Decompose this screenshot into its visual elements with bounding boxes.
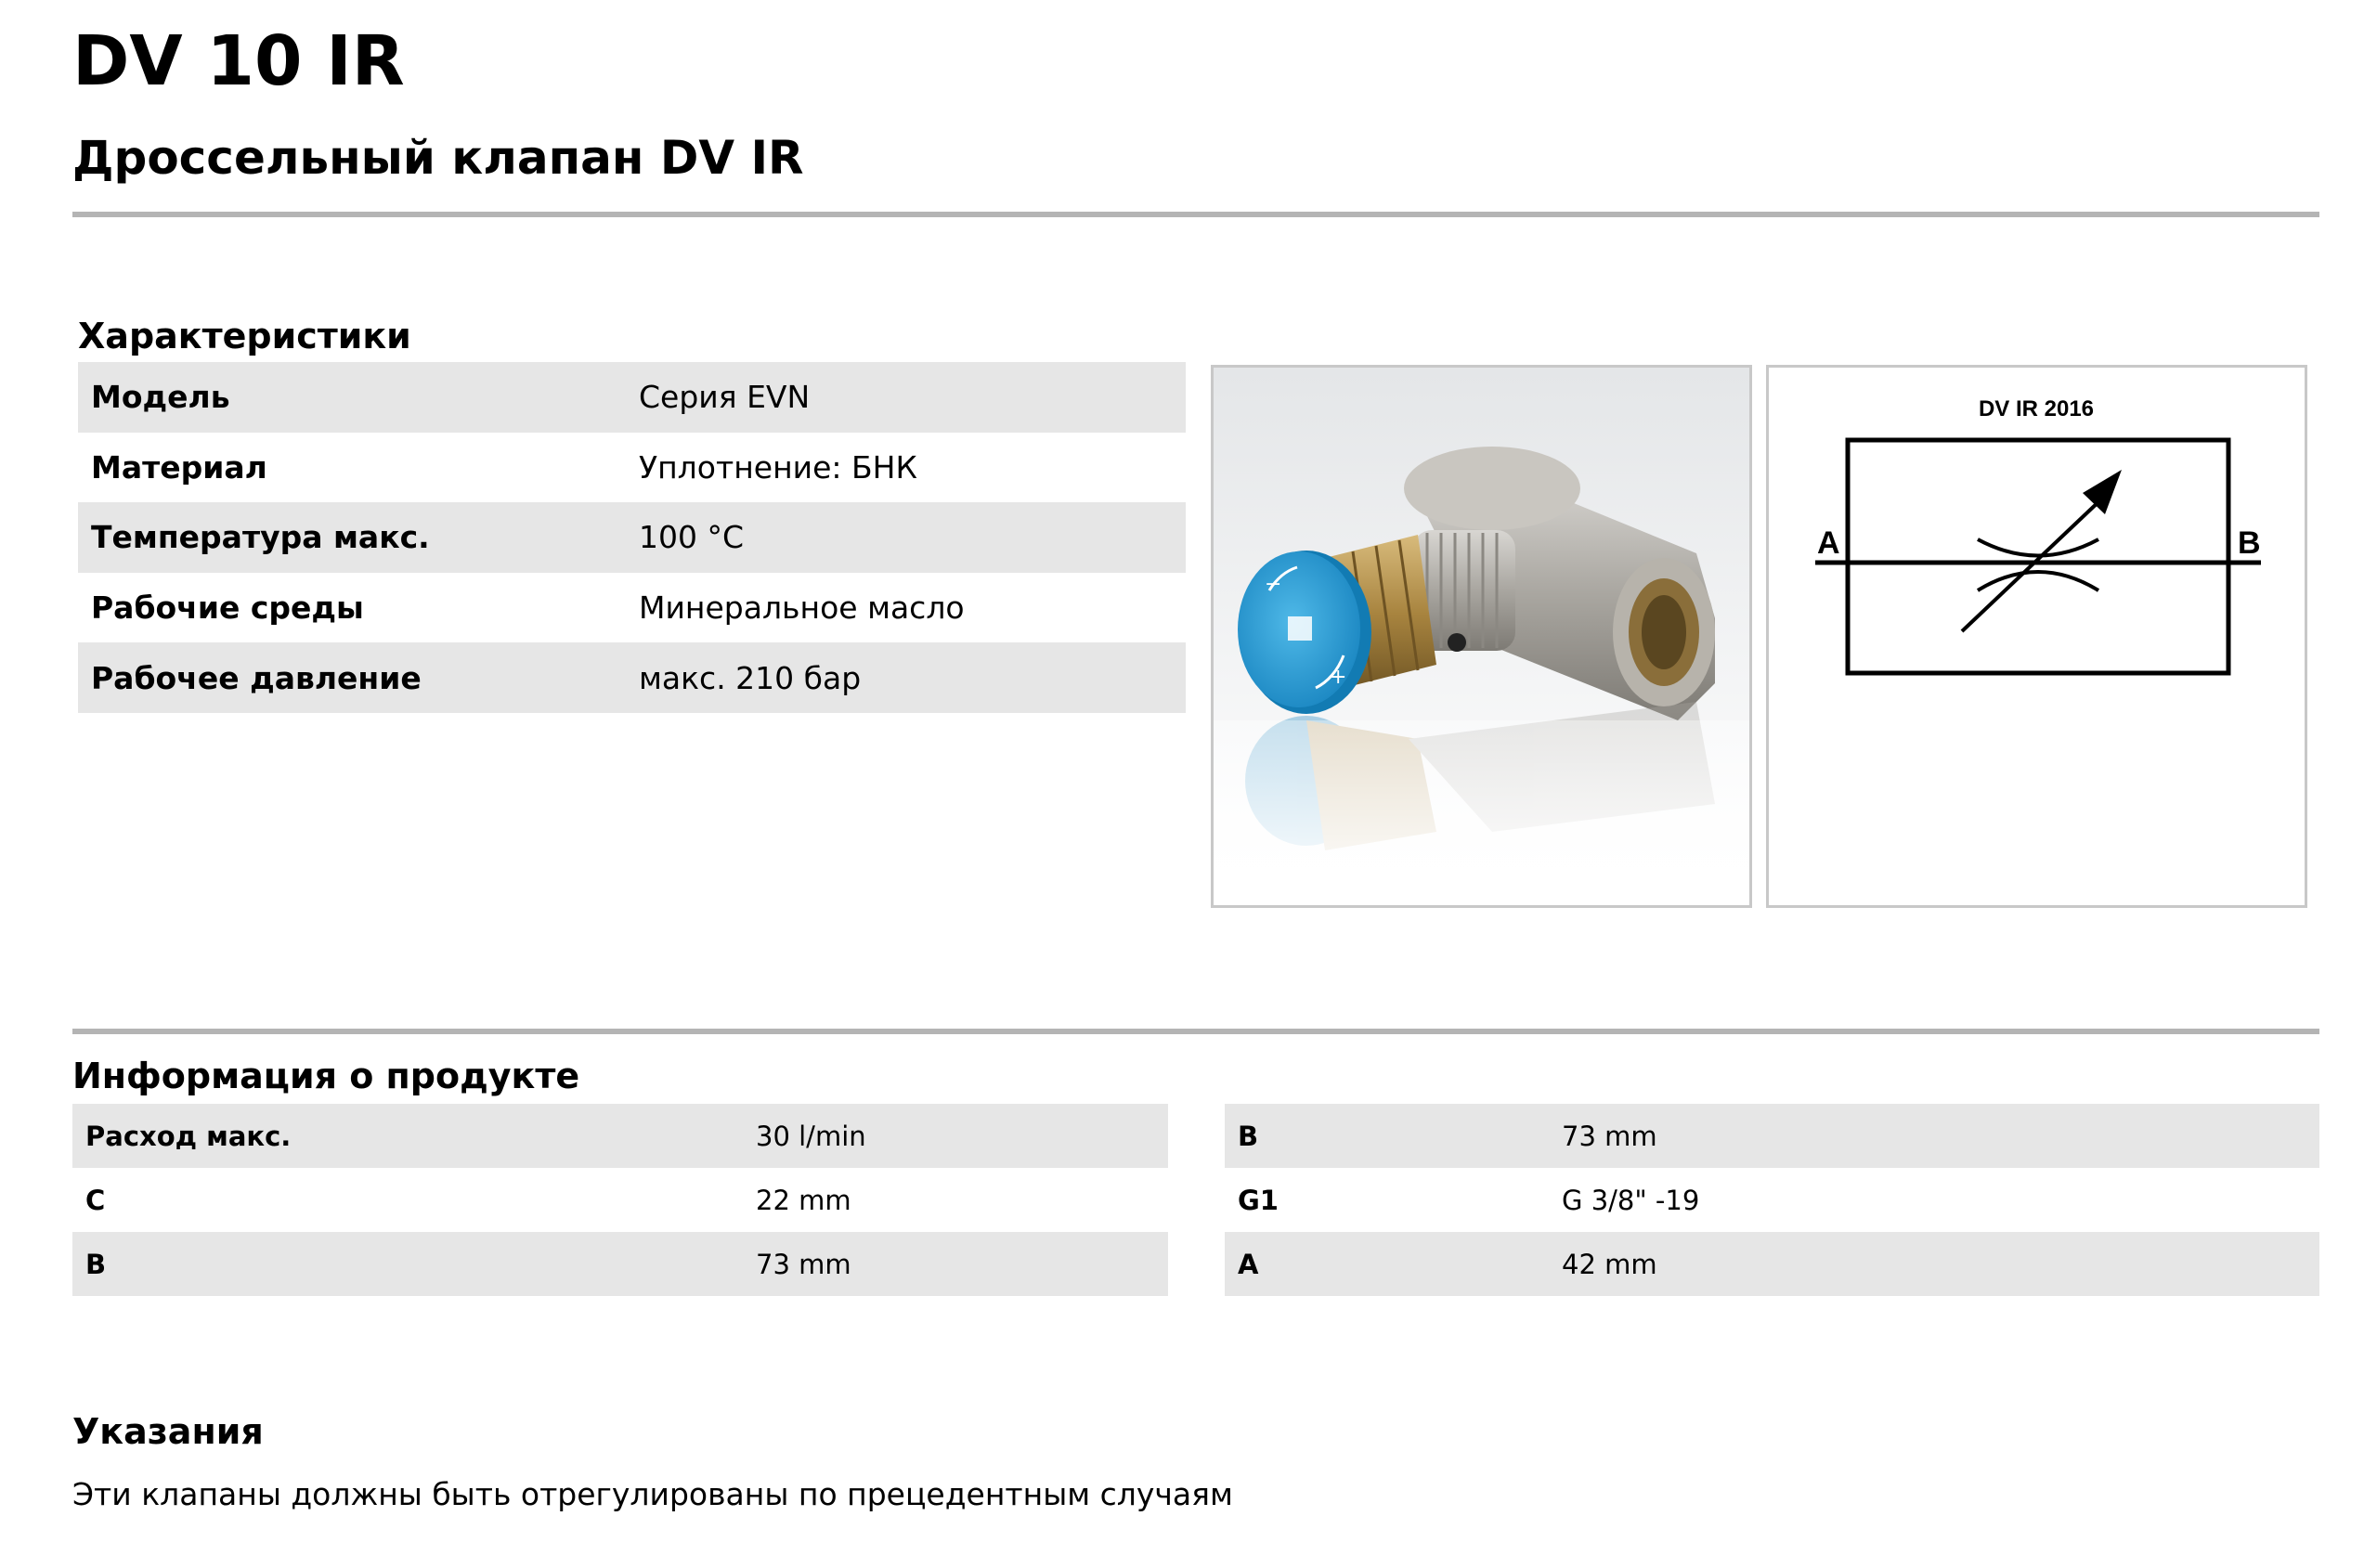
section-divider xyxy=(72,1029,2319,1034)
header-divider xyxy=(72,212,2319,217)
spec-value: Уплотнение: БНК xyxy=(639,448,917,486)
table-row xyxy=(78,502,1186,573)
notes-text: Эти клапаны должны быть отрегулированы по прецедентным случаям xyxy=(72,1476,1233,1512)
port-b-label: B xyxy=(2238,525,2261,561)
table-row xyxy=(1225,1168,2319,1232)
valve-illustration xyxy=(1214,368,1749,905)
info-value: G 3/8" -19 xyxy=(1562,1184,1700,1216)
table-row xyxy=(78,433,1186,503)
knob-minus-mark: − xyxy=(1265,573,1282,596)
spec-key: Температура макс. xyxy=(78,502,639,573)
product-photo xyxy=(1211,365,1752,908)
table-row xyxy=(1225,1104,2319,1168)
spec-value: Минеральное масло xyxy=(639,590,965,627)
table-row xyxy=(1225,1232,2319,1296)
hydraulic-symbol-diagram xyxy=(1766,365,2307,908)
spec-key: Рабочие среды xyxy=(91,590,364,627)
info-value: 73 mm xyxy=(756,1232,1168,1296)
info-key: C xyxy=(85,1184,106,1216)
product-info-table-right xyxy=(1225,1104,2319,1296)
product-info-heading: Информация о продукте xyxy=(72,1056,580,1096)
restriction-upper xyxy=(1978,539,2098,556)
spec-value: макс. 210 бар xyxy=(639,642,1186,713)
spec-value: 100 °C xyxy=(639,502,1186,573)
table-row xyxy=(72,1104,1168,1168)
spec-key: Модель xyxy=(78,362,639,433)
table-row xyxy=(72,1168,1168,1232)
product-subtitle: Дроссельный клапан DV IR xyxy=(72,131,804,185)
info-value: 30 l/min xyxy=(756,1104,1168,1168)
adjust-arrow-head xyxy=(2083,470,2122,514)
spec-key: Материал xyxy=(91,448,267,486)
info-value: 42 mm xyxy=(1562,1232,2319,1296)
table-row xyxy=(78,573,1186,643)
table-row xyxy=(72,1232,1168,1296)
info-key: A xyxy=(1225,1232,1562,1296)
port-a-label: A xyxy=(1817,525,1840,561)
product-info-table-left xyxy=(72,1104,1168,1296)
characteristics-heading: Характеристики xyxy=(78,316,411,356)
info-key: G1 xyxy=(1238,1184,1279,1216)
table-row xyxy=(78,362,1186,433)
diagram-title: DV IR 2016 xyxy=(1978,396,2095,421)
spec-key: Рабочее давление xyxy=(78,642,639,713)
product-title: DV 10 IR xyxy=(72,21,405,101)
info-value: 73 mm xyxy=(1562,1104,2319,1168)
spec-value: Серия EVN xyxy=(639,362,1186,433)
throttle-valve-symbol xyxy=(1769,368,2305,905)
characteristics-table xyxy=(78,362,1186,713)
notes-heading: Указания xyxy=(72,1411,264,1452)
info-key: B xyxy=(1225,1104,1562,1168)
restriction-lower xyxy=(1978,572,2098,590)
table-row xyxy=(78,642,1186,713)
info-key: Расход макс. xyxy=(72,1104,756,1168)
info-key: B xyxy=(72,1232,756,1296)
knob-plus-mark: + xyxy=(1330,666,1347,689)
info-value: 22 mm xyxy=(756,1184,851,1216)
